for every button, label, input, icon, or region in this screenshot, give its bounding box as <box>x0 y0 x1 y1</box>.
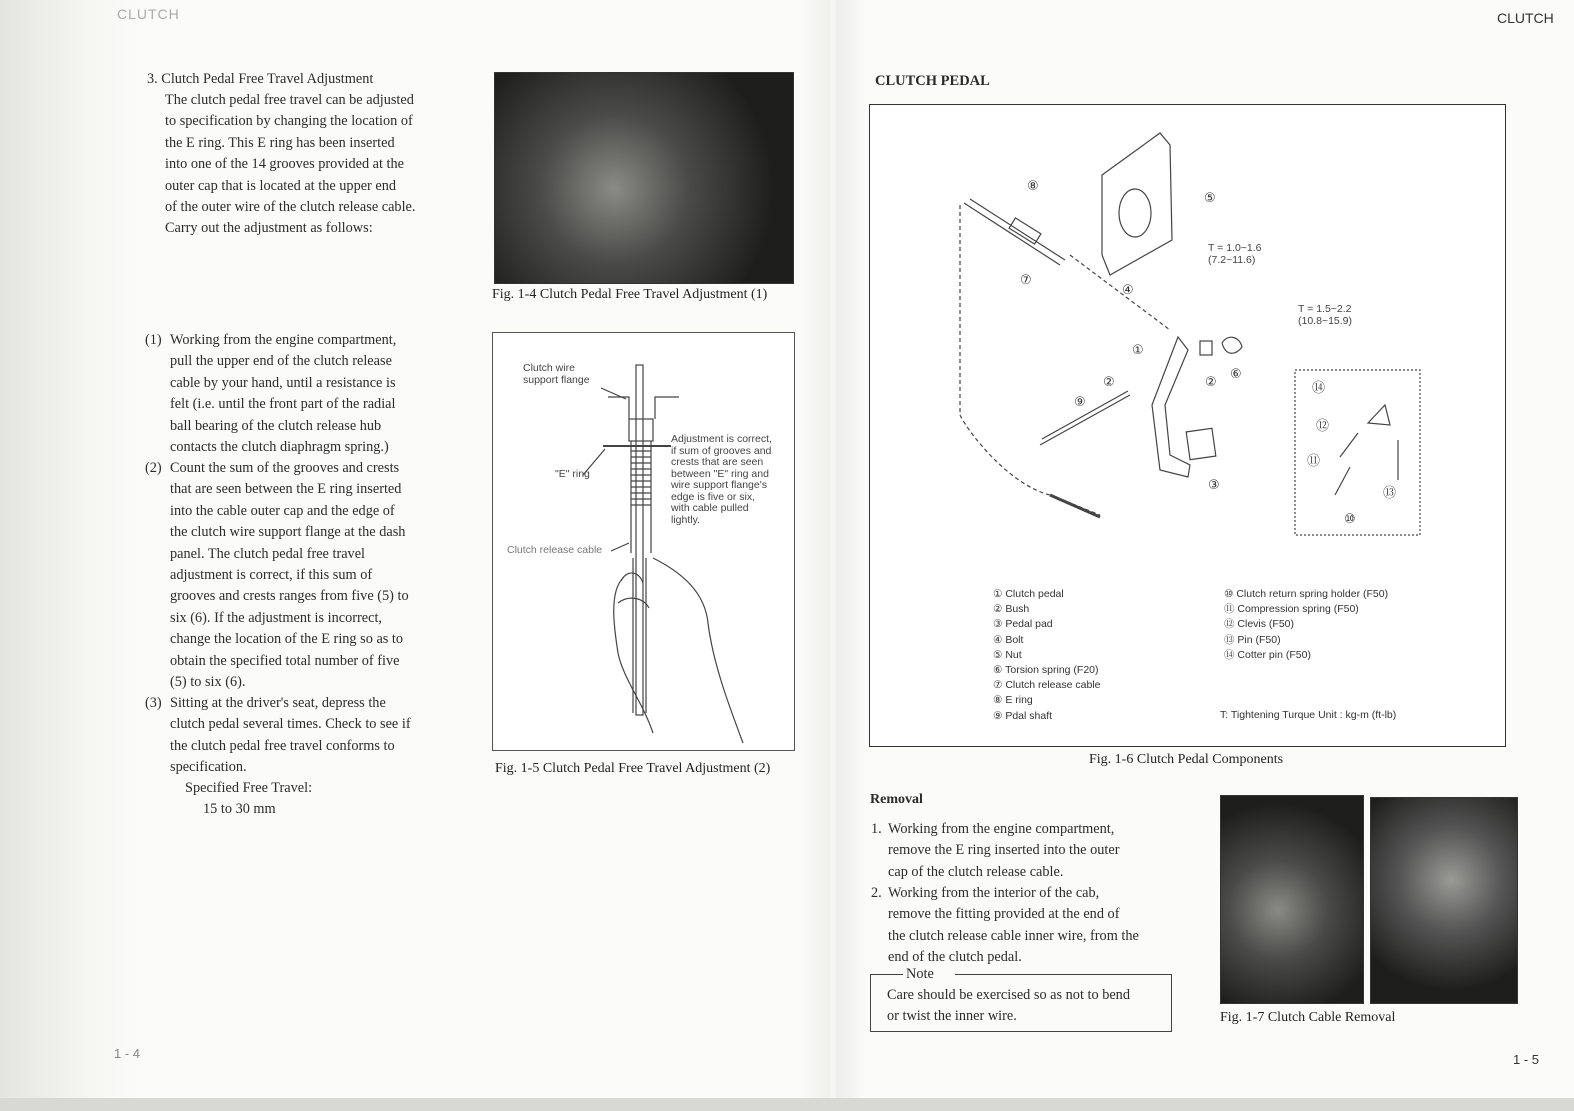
note-box <box>870 966 1172 1032</box>
callout-7: ⑦ <box>1020 273 1032 288</box>
note-rule-right <box>955 974 1171 975</box>
cable-drawing <box>493 333 794 750</box>
torque-unit-note: T: Tightening Turque Unit : kg-m (ft-lb) <box>1220 709 1397 721</box>
legend-item: ⑫ Clevis (F50) <box>1224 618 1295 631</box>
step-2-number: (2) <box>145 460 162 476</box>
legend-item: ⑧ E ring <box>993 694 1033 707</box>
fig-1-7-photo-right <box>1370 797 1518 1004</box>
fig-1-7-photo-left <box>1220 795 1364 1004</box>
callout-11: ⑪ <box>1307 454 1321 469</box>
callout-2b: ② <box>1205 375 1217 390</box>
legend-item: ⑥ Torsion spring (F20) <box>993 664 1099 677</box>
fig-1-4-caption: Fig. 1-4 Clutch Pedal Free Travel Adjustment (1) <box>492 287 768 302</box>
callout-13: ⑬ <box>1383 486 1397 501</box>
left-page-number: 1 - 4 <box>114 1046 141 1061</box>
right-header: CLUTCH <box>1497 10 1554 26</box>
callout-1: ① <box>1132 343 1144 358</box>
spec-value: 15 to 30 mm <box>203 801 276 817</box>
legend-left <box>993 587 1100 724</box>
removal-step-1-number: 1. <box>871 821 882 837</box>
label-flange: Clutch wire support flange <box>523 362 590 386</box>
legend-item: ⑩ Clutch return spring holder (F50) <box>1224 588 1389 600</box>
torque-value-1: T = 1.0~1.6 (7.2~11.6) <box>1208 242 1262 266</box>
legend-item: ⑭ Cotter pin (F50) <box>1224 648 1311 661</box>
fig-1-6-caption: Fig. 1-6 Clutch Pedal Components <box>1089 752 1284 767</box>
callout-12: ⑫ <box>1316 419 1330 434</box>
note-rule-left <box>871 974 903 975</box>
fig-1-6-diagram <box>869 104 1506 747</box>
page-edge <box>0 1098 1574 1111</box>
removal-step-2-text: Working from the interior of the cab, remove the fitting provided at the end of the clutch release cable inner wire, from the end of the clutch pedal. <box>888 885 1139 966</box>
removal-heading: Removal <box>870 792 923 807</box>
torque-value-2: T = 1.5~2.2 (10.8~15.9) <box>1298 303 1352 327</box>
removal-step-2-number: 2. <box>871 885 882 901</box>
note-title: Note <box>906 966 934 982</box>
callout-8: ⑧ <box>1027 179 1039 194</box>
fig-1-5-diagram <box>492 332 795 751</box>
right-page-number: 1 - 5 <box>1513 1052 1540 1067</box>
callout-9: ⑨ <box>1074 395 1086 410</box>
fig-1-5-caption: Fig. 1-5 Clutch Pedal Free Travel Adjustment (2) <box>495 761 771 776</box>
callout-10: ⑩ <box>1344 512 1356 527</box>
spec-label: Specified Free Travel: <box>185 780 313 796</box>
fig-1-7-caption: Fig. 1-7 Clutch Cable Removal <box>1220 1010 1396 1025</box>
legend-item: ⑬ Pin (F50) <box>1224 633 1281 646</box>
step-3-text: Sitting at the driver's seat, depress the clutch pedal several times. Check to see if the clutch pedal free travel conforms to specification. <box>170 695 411 776</box>
section-heading: 3. Clutch Pedal Free Travel Adjustment <box>147 71 374 87</box>
clutch-pedal-heading: CLUTCH PEDAL <box>875 73 990 89</box>
legend-item: ⑪ Compression spring (F50) <box>1224 603 1359 616</box>
legend-item: ② Bush <box>993 603 1030 616</box>
callout-14: ⑭ <box>1312 381 1326 396</box>
step-3-number: (3) <box>145 695 162 711</box>
legend-item: ⑤ Nut <box>993 648 1022 661</box>
note-text: Care should be exercised so as not to bend or twist the inner wire. <box>887 987 1130 1025</box>
adjustment-note: Adjustment is correct, if sum of grooves and crests that are seen between "E" ring and wire support flange's edge is five or six, with cable pulled lightly. <box>671 433 772 526</box>
callout-3: ③ <box>1208 478 1220 493</box>
intro-paragraph: The clutch pedal free travel can be adjusted to specification by changing the location of the E ring. This E ring has been inserted into one of the 14 grooves provided at the outer cap that is located at the upper end of the outer wire of the clutch release cable. Carry out the adjustment as follows: <box>165 92 416 237</box>
legend-item: ⑨ Pdal shaft <box>993 709 1053 722</box>
label-e-ring: "E" ring <box>555 468 590 480</box>
step-1-number: (1) <box>145 332 162 348</box>
callout-6: ⑥ <box>1230 367 1242 382</box>
callout-5: ⑤ <box>1204 191 1216 206</box>
label-cable: Clutch release cable <box>507 544 603 556</box>
callout-2a: ② <box>1103 375 1115 390</box>
pedal-assembly-drawing <box>870 105 1505 746</box>
callout-4: ④ <box>1122 283 1134 298</box>
legend-item: ① Clutch pedal <box>993 588 1064 600</box>
legend-right <box>1224 587 1388 663</box>
legend-item: ④ Bolt <box>993 633 1024 646</box>
legend-item: ③ Pedal pad <box>993 618 1053 631</box>
step-2-text: Count the sum of the grooves and crests that are seen between the E ring inserted into the cable outer cap and the edge of the clutch wire support flange at the dash panel. The clutch pedal free travel adjustment is correct, if this sum of grooves and crests ranges from five (5) to six (6). If the adjustment is incorrect, change the location of the E ring so as to obtain the specified total number of five (5) to six (6). <box>170 460 409 691</box>
removal-step-1-text: Working from the engine compartment, remove the E ring inserted into the outer cap of the clutch release cable. <box>888 821 1120 880</box>
left-header: CLUTCH <box>117 6 180 22</box>
fig-1-4-photo <box>494 72 794 284</box>
step-1-text: Working from the engine compartment, pull the upper end of the clutch release cable by your hand, until a resistance is felt (i.e. until the front part of the radial ball bearing of the clutch release hub contacts the clutch diaphragm spring.) <box>170 332 397 456</box>
legend-item: ⑦ Clutch release cable <box>993 679 1101 692</box>
